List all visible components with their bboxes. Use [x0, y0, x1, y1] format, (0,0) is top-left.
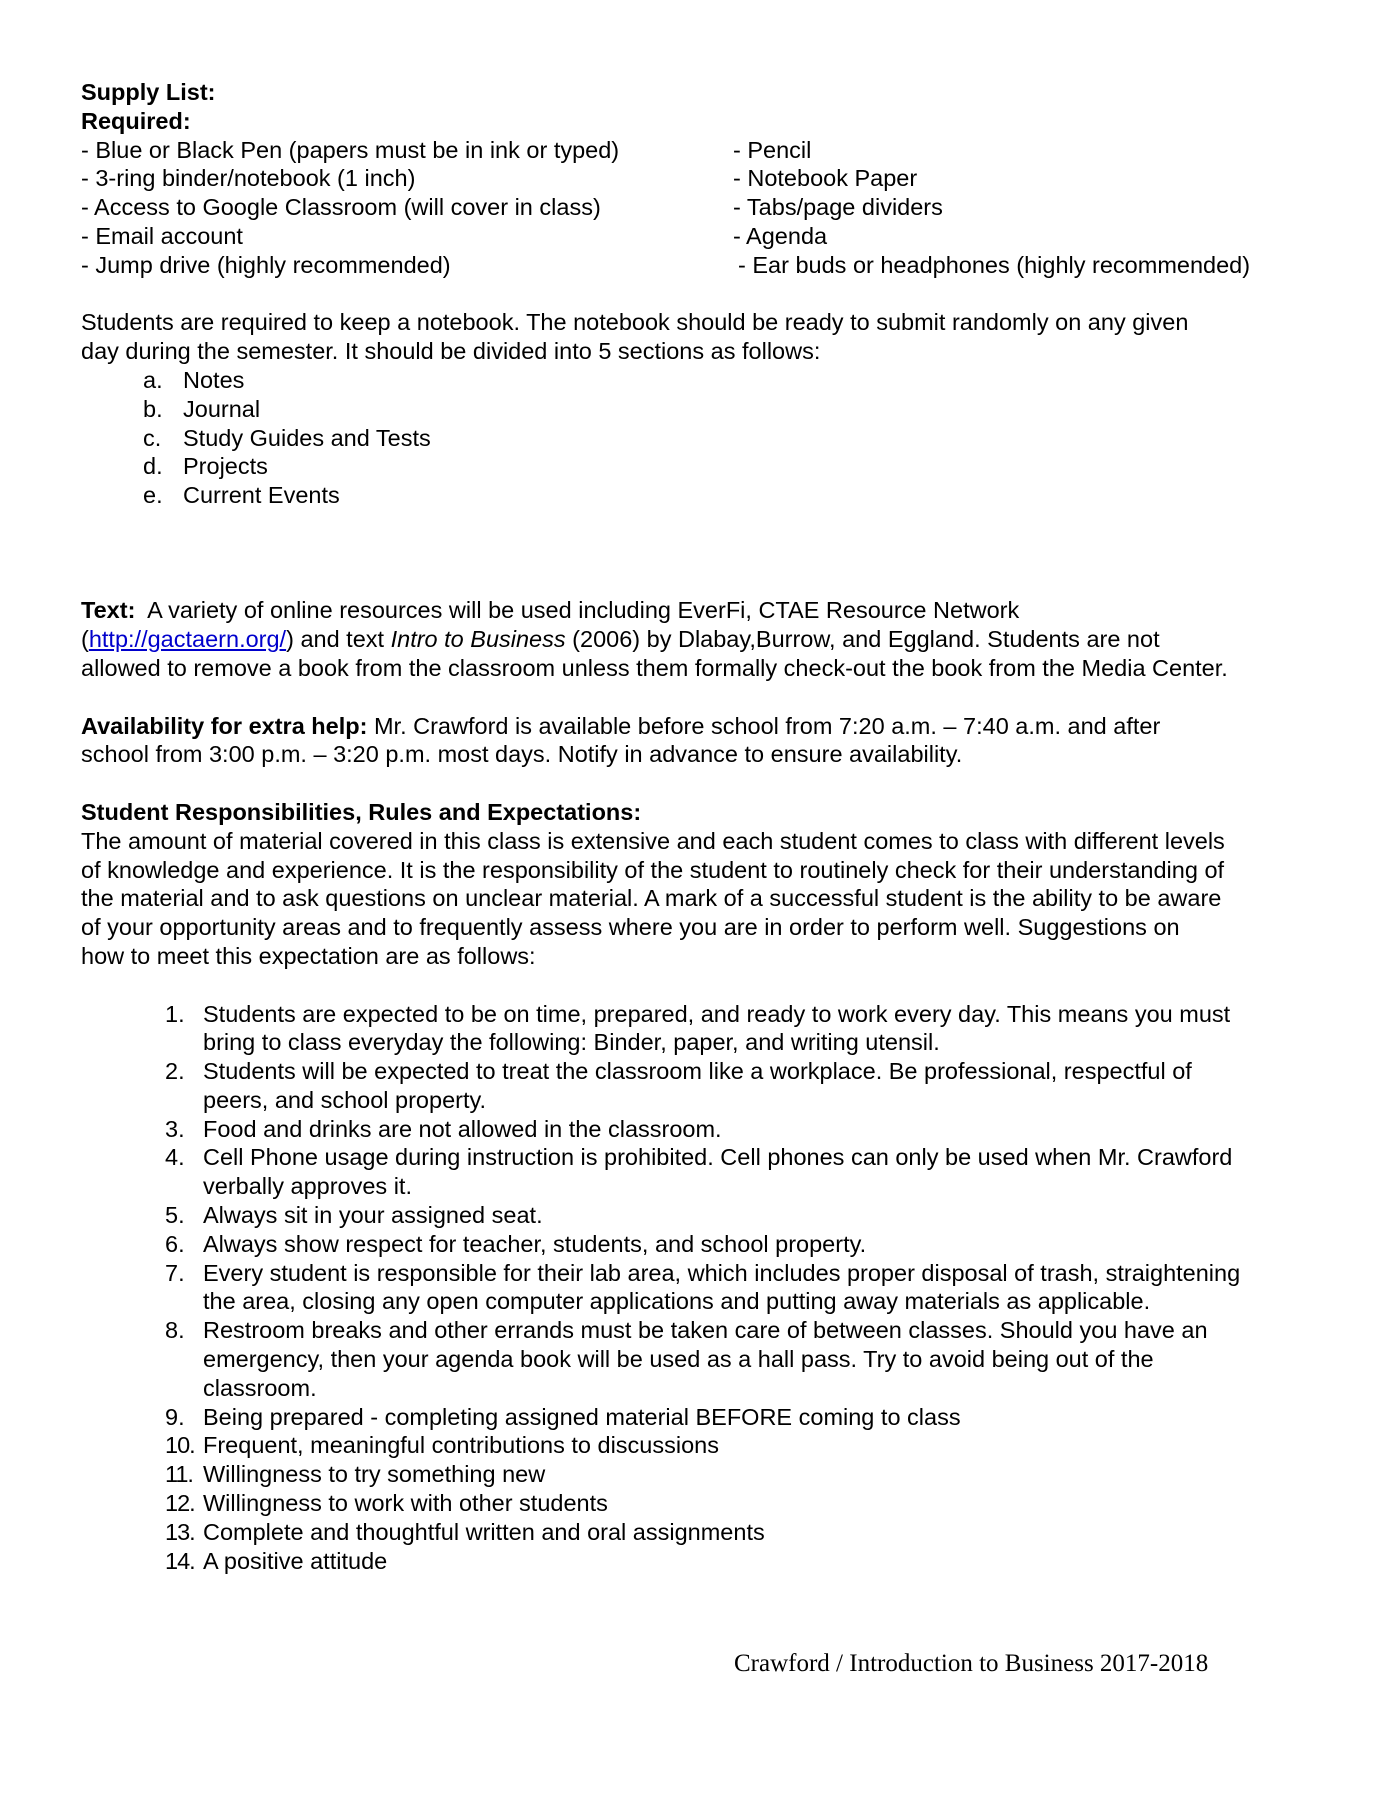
rule-item: [81, 1057, 1331, 1115]
notebook-section-item: [81, 395, 1331, 424]
gactaern-link[interactable]: http://gactaern.org/: [88, 626, 287, 653]
responsibilities-section: [81, 798, 1331, 1576]
rule-item: [81, 1547, 1331, 1576]
rule-line: Students are expected to be on time, prepared, and ready to work every day. This means you must: [203, 1000, 1231, 1027]
section-label: Notes: [183, 366, 245, 393]
rule-line: emergency, then your agenda book will be used as a hall pass. Try to avoid being out of the: [203, 1346, 1154, 1373]
spacer: [81, 280, 1331, 309]
rule-line: verbally approves it.: [203, 1173, 412, 1200]
section-label: Journal: [183, 395, 261, 422]
list-marker: 3.: [165, 1115, 185, 1142]
notebook-section: [81, 308, 1331, 510]
list-marker: 5.: [165, 1202, 185, 1229]
supply-row: [81, 222, 1331, 251]
supply-item: - Pencil: [733, 136, 812, 163]
list-marker: b.: [143, 395, 163, 422]
text-line: [81, 596, 1331, 625]
availability-section: [81, 712, 1331, 770]
supply-row: [81, 136, 1331, 165]
notebook-section-item: [81, 452, 1331, 481]
rule-line: Willingness to work with other students: [203, 1490, 608, 1517]
rule-line: Students will be expected to treat the classroom like a workplace. Be professional, respectful of: [203, 1058, 1192, 1085]
list-marker: a.: [143, 366, 163, 393]
supply-row: [81, 164, 1331, 193]
notebook-intro-line: Students are required to keep a notebook. The notebook should be ready to submit randomly on any given: [81, 309, 1189, 336]
paragraph-line: The amount of material covered in this class is extensive and each student comes to class with different levels: [81, 827, 1225, 854]
rule-line: Every student is responsible for their lab area, which includes proper disposal of trash, straightening: [203, 1259, 1241, 1286]
spacer: [81, 539, 1331, 568]
text-line-content: A variety of online resources will be used including EverFi, CTAE Resource Network: [135, 597, 1020, 624]
rule-line: Frequent, meaningful contributions to discussions: [203, 1432, 719, 1459]
availability-content: Mr. Crawford is available before school from 7:20 a.m. – 7:40 a.m. and after: [367, 712, 1161, 739]
section-label: Projects: [183, 453, 268, 480]
text-line-content: ) and text: [286, 626, 391, 653]
rule-line: Restroom breaks and other errands must be taken care of between classes. Should you have an: [203, 1317, 1208, 1344]
rules-list: [81, 1000, 1331, 1576]
availability-line: school from 3:00 p.m. – 3:20 p.m. most days. Notify in advance to ensure availability.: [81, 741, 963, 768]
supply-row: [81, 251, 1331, 280]
book-title: Intro to Business: [390, 626, 566, 653]
spacer: [81, 568, 1331, 597]
page-footer: Crawford / Introduction to Business 2017-2018: [734, 1650, 1209, 1677]
notebook-sections-list: [81, 366, 1331, 510]
supply-list-section: [81, 78, 1331, 280]
rule-item: [81, 1259, 1331, 1317]
rule-item: [81, 1518, 1331, 1547]
text-line: [81, 625, 1331, 654]
list-marker: 7.: [165, 1259, 185, 1286]
rule-line: Always sit in your assigned seat.: [203, 1202, 543, 1229]
supply-item: - Agenda: [733, 222, 828, 249]
supply-item: - Jump drive (highly recommended): [81, 251, 451, 278]
rule-item: [81, 1316, 1331, 1402]
rule-line: Cell Phone usage during instruction is prohibited. Cell phones can only be used when Mr. Crawford: [203, 1144, 1233, 1171]
rule-item: [81, 1489, 1331, 1518]
text-label: Text:: [81, 597, 136, 624]
notebook-section-item: [81, 424, 1331, 453]
responsibilities-heading: Student Responsibilities, Rules and Expectations:: [81, 798, 642, 825]
rule-line: bring to class everyday the following: Binder, paper, and writing utensil.: [203, 1029, 940, 1056]
spacer: [81, 769, 1331, 798]
paragraph-line: of knowledge and experience. It is the responsibility of the student to routinely check for their understanding of: [81, 856, 1225, 883]
rule-line: Food and drinks are not allowed in the classroom.: [203, 1115, 722, 1142]
notebook-section-item: [81, 481, 1331, 510]
notebook-intro-line: day during the semester. It should be divided into 5 sections as follows:: [81, 338, 821, 365]
availability-label: Availability for extra help:: [81, 712, 368, 739]
list-marker: 4.: [165, 1144, 185, 1171]
list-marker: d.: [143, 453, 163, 480]
rule-item: [81, 1115, 1331, 1144]
rule-line: Always show respect for teacher, students, and school property.: [203, 1230, 867, 1257]
list-marker: 10.: [165, 1432, 195, 1459]
rule-line: the area, closing any open computer applications and putting away materials as applicable.: [203, 1288, 1151, 1315]
supply-item: - Notebook Paper: [733, 165, 918, 192]
rule-item: [81, 1201, 1331, 1230]
supply-item: - Tabs/page dividers: [733, 194, 943, 221]
supply-item: - Blue or Black Pen (papers must be in ink or typed): [81, 136, 620, 163]
list-marker: 1.: [165, 1000, 185, 1027]
list-marker: 13.: [165, 1518, 195, 1545]
text-resources-section: [81, 596, 1331, 682]
rule-line: Willingness to try something new: [203, 1461, 546, 1488]
list-marker: 14.: [165, 1547, 195, 1574]
rule-line: Complete and thoughtful written and oral assignments: [203, 1518, 765, 1545]
rule-line: peers, and school property.: [203, 1086, 487, 1113]
notebook-section-item: [81, 366, 1331, 395]
list-marker: 12.: [165, 1490, 195, 1517]
list-marker: e.: [143, 482, 163, 509]
rule-line: A positive attitude: [203, 1547, 388, 1574]
list-marker: c.: [143, 424, 162, 451]
supply-item: - Access to Google Classroom (will cover in class): [81, 194, 601, 221]
list-marker: 9.: [165, 1403, 185, 1430]
paren: (: [81, 626, 89, 653]
spacer: [81, 683, 1331, 712]
rule-item: [81, 1403, 1331, 1432]
paragraph-line: how to meet this expectation are as follows:: [81, 942, 536, 969]
supply-list-heading: Supply List:: [81, 79, 216, 105]
list-marker: 6.: [165, 1230, 185, 1257]
supply-item: - 3-ring binder/notebook (1 inch): [81, 165, 416, 192]
text-line: allowed to remove a book from the classroom unless them formally check-out the book from the Media Center.: [81, 654, 1228, 681]
rule-item: [81, 1000, 1331, 1058]
rule-item: [81, 1143, 1331, 1201]
list-marker: 2.: [165, 1058, 185, 1085]
section-label: Study Guides and Tests: [183, 424, 431, 451]
supply-item: - Ear buds or headphones (highly recommended): [738, 251, 1251, 278]
rule-item: [81, 1460, 1331, 1489]
availability-line: [81, 712, 1331, 741]
list-marker: 8.: [165, 1317, 185, 1344]
rule-line: classroom.: [203, 1374, 317, 1401]
spacer: [81, 510, 1331, 539]
text-line-content: (2006) by Dlabay,Burrow, and Eggland. Students are not: [565, 626, 1160, 653]
paragraph-line: of your opportunity areas and to frequently assess where you are in order to perform well. Suggestions on: [81, 914, 1180, 941]
supply-row: [81, 193, 1331, 222]
rule-item: [81, 1230, 1331, 1259]
spacer: [81, 971, 1331, 1000]
syllabus-page: [81, 78, 1331, 1575]
rule-line: Being prepared - completing assigned material BEFORE coming to class: [203, 1403, 961, 1430]
supply-item: - Email account: [81, 222, 243, 249]
list-marker: 11.: [165, 1461, 193, 1488]
required-subheading: Required:: [81, 107, 191, 134]
rule-item: [81, 1431, 1331, 1460]
paragraph-line: the material and to ask questions on unclear material. A mark of a successful student is the ability to be aware: [81, 885, 1222, 912]
section-label: Current Events: [183, 482, 340, 509]
